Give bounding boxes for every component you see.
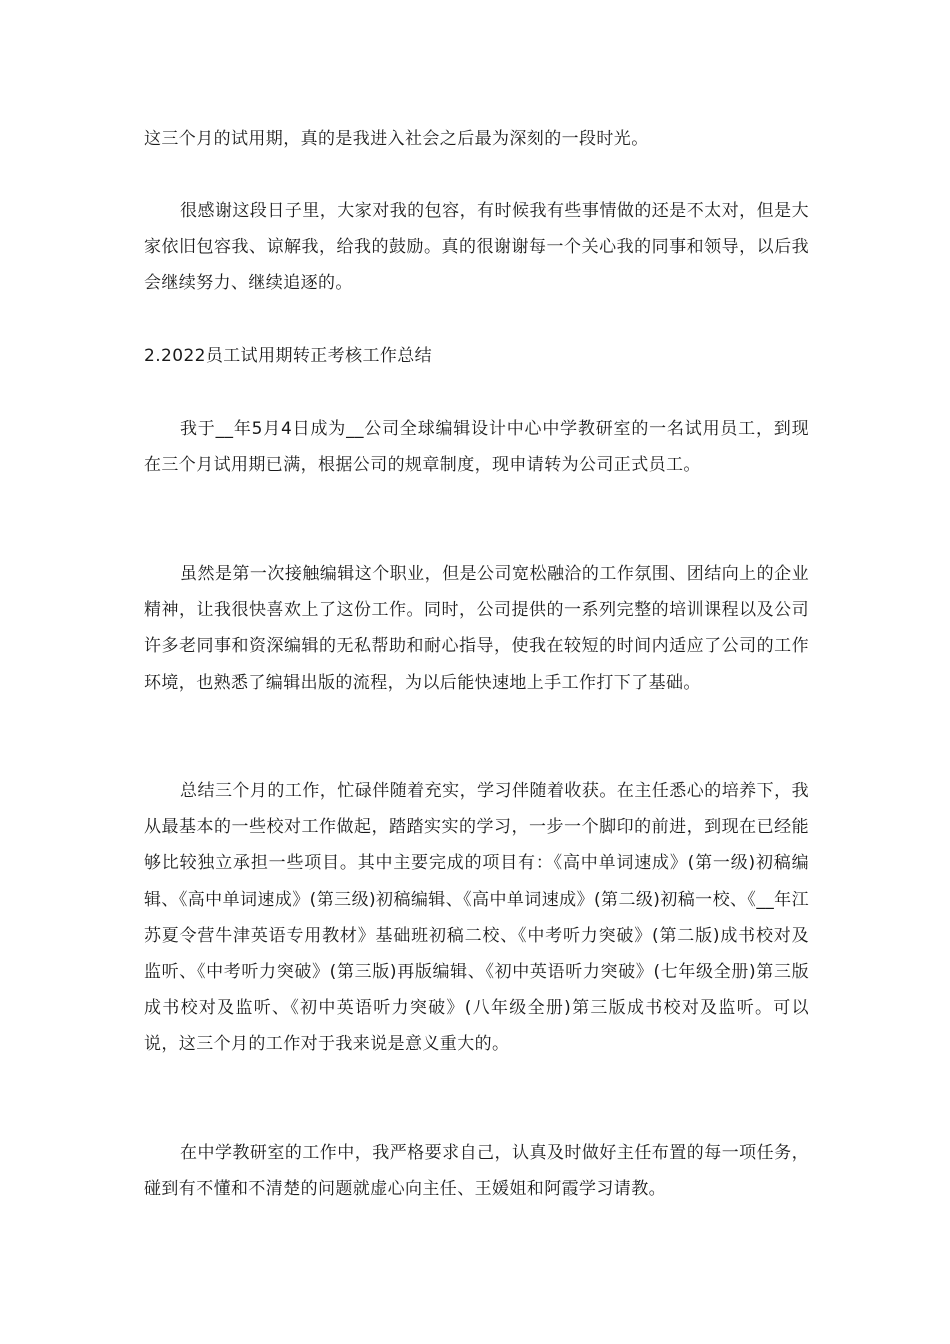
paragraph-intro: 这三个月的试用期，真的是我进入社会之后最为深刻的一段时光。 [144,129,649,149]
paragraph-thanks: 很感谢这段日子里，大家对我的包容，有时候我有些事情做的还是不太对，但是大家依旧包容我、谅解我，给我的鼓励。真的很谢谢每一个关心我的同事和领导，以后我会继续努力、继续追逐的。 [144,201,809,294]
paragraph-work-attitude: 在中学教研室的工作中，我严格要求自己，认真及时做好主任布置的每一项任务，碰到有不懂和不清楚的问题就虚心向主任、王媛姐和阿霞学习请教。 [144,1143,809,1200]
section-heading: 2.2022员工试用期转正考核工作总结 [144,346,433,366]
paragraph-summary: 总结三个月的工作，忙碌伴随着充实，学习伴随着收获。在主任悉心的培养下，我从最基本的一些校对工作做起，踏踏实实的学习，一步一个脚印的前进，到现在已经能够比较独立承担一些项目。其中主要完成的项目有：《高中单词速成》(第一级)初稿编辑、《高中单词速成》(第三级)初稿编辑、《高中单词速成》(第二级)初稿一校、《__年江苏夏令营牛津英语专用教材》基础班初稿二校、《中考听力突破》(第二版)成书校对及监听、《中考听力突破》(第三版)再版编辑、《初中英语听力突破》(七年级全册)第三版成书校对及监听、《初中英语听力突破》(八年级全册)第三版成书校对及监听。可以说，这三个月的工作对于我来说是意义重大的。 [144,781,809,1055]
paragraph-adaptation: 虽然是第一次接触编辑这个职业，但是公司宽松融洽的工作氛围、团结向上的企业精神，让我很快喜欢上了这份工作。同时，公司提供的一系列完整的培训课程以及公司许多老同事和资深编辑的无私帮助和耐心指导，使我在较短的时间内适应了公司的工作环境，也熟悉了编辑出版的流程，为以后能快速地上手工作打下了基础。 [144,564,809,693]
paragraph-application: 我于__年5月4日成为__公司全球编辑设计中心中学教研室的一名试用员工，到现在三个月试用期已满，根据公司的规章制度，现申请转为公司正式员工。 [144,419,809,476]
